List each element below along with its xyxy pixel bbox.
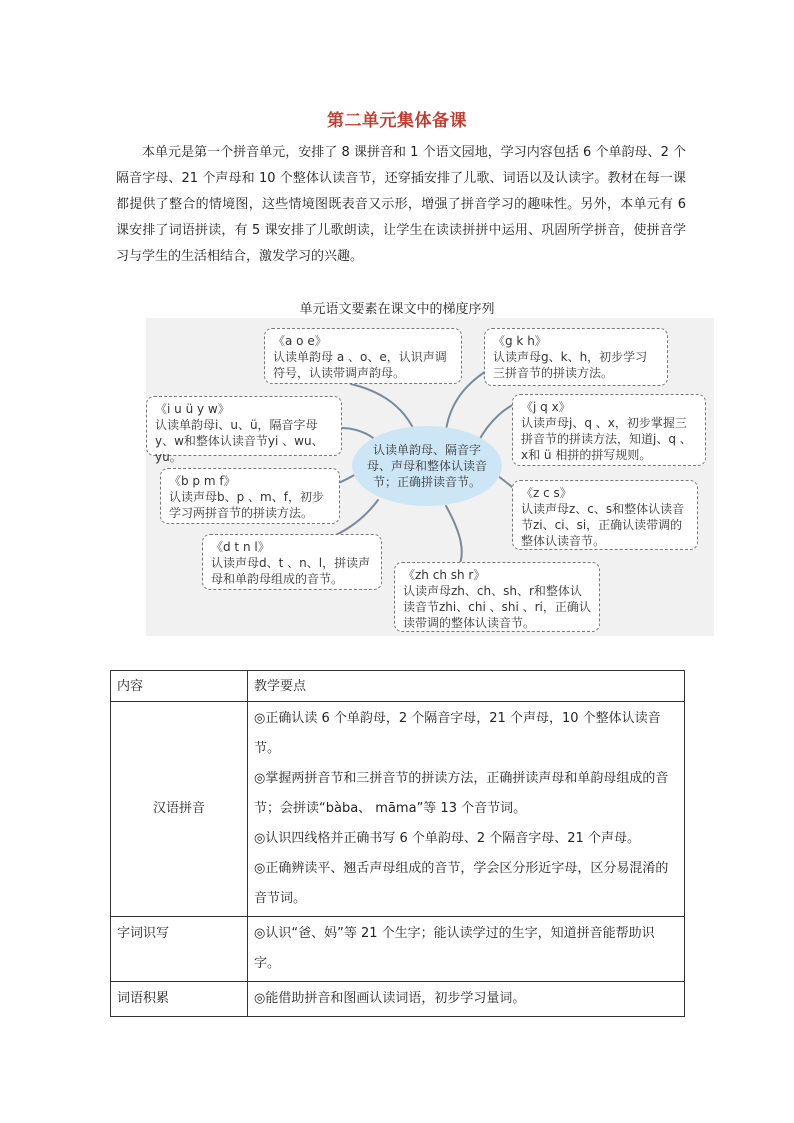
table-row	[111, 702, 685, 917]
lesson-body: 认读声母z、c、s和整体认读音节zi、ci、si，正确认读带调的整体认读音节。	[521, 502, 685, 548]
lesson-box-zh-ch-sh-r	[394, 562, 600, 632]
row-points	[248, 982, 685, 1017]
diagram-title: 单元语文要素在课文中的梯度序列	[299, 302, 495, 317]
header-teaching-points: 教学要点	[248, 671, 685, 702]
intro-paragraph	[116, 140, 686, 270]
row-content: 词语积累	[111, 982, 248, 1017]
branch-a-o-e	[351, 384, 414, 430]
teaching-point: ◎正确辨读平、翘舌声母组成的音节，学会区分形近字母，区分易混淆的音节词。	[254, 861, 669, 906]
page-title: 第二单元集体备课	[327, 111, 467, 131]
row-content: 字词识写	[111, 917, 248, 982]
lesson-body: 认读单韵母i、u、ü，隔音字母y、w和整体认读音节yi 、wu、yu。	[155, 418, 324, 464]
lesson-box-i-u-v-y-w	[146, 396, 342, 464]
lesson-title: 《i u ü y w》	[155, 402, 230, 416]
row-points	[248, 917, 685, 982]
mind-map-center: 认读单韵母、隔音字母、声母和整体认读音节；正确拼读音节。	[352, 426, 502, 506]
row-content: 汉语拼音	[111, 702, 248, 917]
teaching-point: ◎认识四线格并正确书写 6 个单韵母、2 个隔音字母、21 个声母。	[254, 831, 640, 846]
teaching-point: ◎正确认读 6 个单韵母，2 个隔音字母，21 个声母，10 个整体认读音节。	[254, 711, 661, 756]
lesson-box-j-q-x	[512, 394, 706, 466]
lesson-body: 认读声母g、k、h，初步学习三拼音节的拼读方法。	[493, 350, 648, 380]
lesson-title: 《j q x》	[521, 400, 571, 414]
lesson-box-d-t-n-l	[202, 534, 382, 590]
lesson-body: 认读声母d、t 、n、l，拼读声母和单韵母组成的音节。	[211, 556, 371, 586]
table-row	[111, 917, 685, 982]
table-row	[111, 982, 685, 1017]
lesson-box-g-k-h	[484, 328, 668, 386]
row-points	[248, 702, 685, 917]
lesson-title: 《a o e》	[273, 334, 327, 348]
lesson-box-a-o-e	[264, 328, 462, 384]
lesson-body: 认读声母j、q 、x，初步掌握三拼音节的拼读方法，知道j、q 、x和 ü 相拼的拼写规则。	[521, 416, 692, 462]
lesson-body: 认读声母zh、ch、sh、r和整体认读音节zhi、chi 、shi 、ri，正确认读带调的整体认读音节。	[403, 584, 591, 630]
lesson-title: 《zh ch sh r》	[403, 568, 486, 582]
branch-zh-ch-sh-r	[446, 506, 462, 568]
lesson-body: 认读声母b、p 、m、f，初步学习两拼音节的拼读方法。	[169, 490, 324, 520]
lesson-title: 《b p m f》	[169, 474, 236, 488]
header-content: 内容	[111, 671, 248, 702]
teaching-point: ◎掌握两拼音节和三拼音节的拼读方法，正确拼读声母和单韵母组成的音节；会拼读“bàba、 māma”等 13 个音节词。	[254, 771, 669, 816]
lesson-title: 《d t n l》	[211, 540, 270, 554]
lesson-title: 《z c s》	[521, 486, 572, 500]
lesson-body: 认读单韵母 a 、o、e，认识声调符号，认读带调声韵母。	[273, 350, 447, 380]
teaching-points-table	[110, 670, 685, 1017]
mind-map	[146, 318, 714, 636]
lesson-title: 《g k h》	[493, 334, 547, 348]
intro-text: 本单元是第一个拼音单元，安排了 8 课拼音和 1 个语文园地，学习内容包括 6 个单韵母、2 个隔音字母、21 个声母和 10 个整体认读音节，还穿插安排了儿歌、词语以及认读字。教材在每一课都提供了整合的情境图，这些情境图既表音又示形，增强了拼音学习的趣味性。另外，本单元有 6 课安排了词语拼读，有 5 课安排了儿歌朗读，让学生在读读拼拼中运用、巩固所学拼音，使拼音学习与学生的生活相结合，激发学习的兴趣。	[116, 145, 686, 264]
lesson-box-z-c-s	[512, 480, 698, 550]
teaching-point: ◎认识“爸、妈”等 21 个生字；能认读学过的生字，知道拼音能帮助识字。	[254, 926, 655, 971]
teaching-point: ◎能借助拼音和图画认读词语，初步学习量词。	[254, 991, 526, 1006]
table-header-row	[111, 671, 685, 702]
lesson-box-b-p-m-f	[160, 468, 340, 524]
